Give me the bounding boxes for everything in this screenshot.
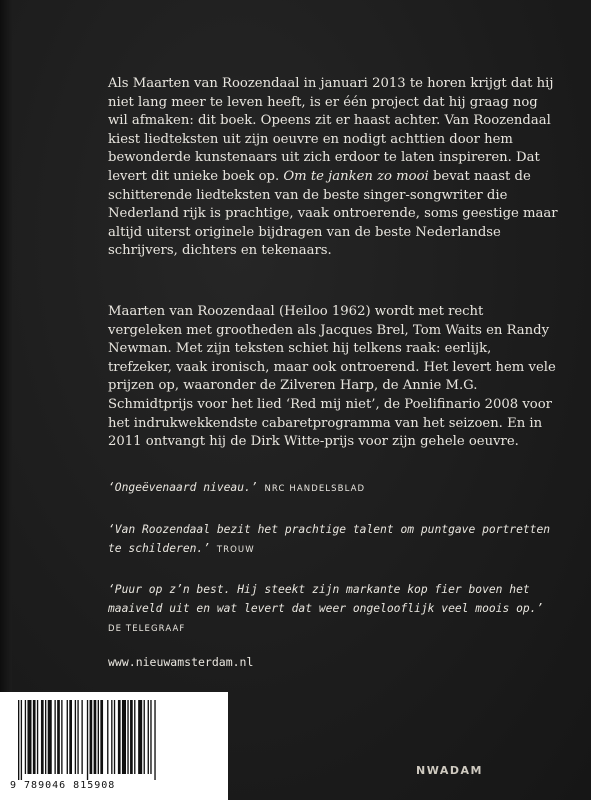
barcode-bar (138, 700, 142, 774)
quote-source: DE TELEGRAAF (108, 624, 186, 634)
barcode-bar (57, 700, 60, 774)
barcode-bar (87, 700, 88, 780)
barcode-bar (111, 700, 112, 774)
spine-edge (0, 0, 12, 800)
barcode-bar (27, 700, 31, 774)
barcode-bar (150, 700, 151, 774)
barcode-bar (148, 700, 149, 774)
barcode-bar (114, 700, 115, 774)
review-quote-2 (108, 520, 568, 560)
barcode-bar (45, 700, 46, 774)
blurb-paragraph-2 (108, 303, 558, 452)
barcode-bar (54, 700, 55, 774)
barcode-bar (100, 700, 103, 774)
book-title: Om te janken zo mooi (283, 168, 429, 184)
barcode-bar (98, 700, 99, 774)
barcode-bar (25, 700, 26, 774)
barcode-bar (118, 700, 121, 774)
blurb-paragraph-1 (108, 75, 558, 261)
barcode-bar (81, 700, 82, 774)
review-quote-3 (108, 580, 568, 639)
quote-text: ‘Ongeëvenaard niveau.’ (108, 481, 258, 494)
review-quote-1 (108, 478, 568, 499)
author-bio: Maarten van Roozendaal (Heiloo 1962) wordt met recht vergeleken met grootheden als Jacques Brel, Tom Waits en Randy Newman. Met zijn teksten schiet hij telkens raak: eerlijk, trefzeker, vaak ironisch, maar ook ontroerend. Het levert hem vele prijzen op, waaronder de Zilveren Harp, de Annie M.G. Schmidtprijs voor het lied ‘Red mij niet’, de Poelifinario 2008 voor het indrukwekkendste cabaretprogramma van het seizoen. En in 2011 ontvangt hij de Dirk Witte-prijs voor zijn gehele oeuvre. (108, 304, 556, 450)
quote-source: TROUW (216, 545, 255, 555)
barcode-bar (41, 700, 44, 774)
barcode-bar (144, 700, 145, 774)
barcode-bar (69, 700, 72, 774)
quote-text: ‘Van Roozendaal bezit het prachtige talent om puntgave portretten te schilderen.’ (108, 523, 551, 555)
quote-source: NRC HANDELSBLAD (264, 484, 366, 494)
publisher-logo: NWADAM (416, 764, 483, 777)
barcode-bar (37, 700, 38, 774)
barcode-bar (134, 700, 135, 774)
barcode-bar (107, 700, 108, 774)
barcode-bar (61, 700, 62, 774)
isbn-digits: 9 789046 815908 (10, 780, 116, 791)
barcode-bar (75, 700, 76, 774)
blurb-text-a: Als Maarten van Roozendaal in januari 2013 te horen krijgt dat hij niet lang meer te leven heeft, is er één project dat hij graag nog wil afmaken: dit boek. Opeens zit er haast achter. Van Roozendaal kiest liedteksten uit zijn oeuvre en nodigt achttien door hem bewonderde kunstenaars uit zich erdoor te laten inspireren. Dat levert dit unieke boek op. (108, 76, 554, 184)
barcode-bar (67, 700, 68, 774)
barcode-bar (48, 700, 52, 774)
barcode-bar (33, 700, 36, 774)
barcode-bar (21, 700, 22, 780)
barcode-bar (94, 700, 97, 774)
quote-text: ‘Puur op z’n best. Hij steekt zijn markante kop fier boven het maaiveld uit en wat levert dat weer ongelooflijk veel moois op.’ (108, 583, 544, 615)
barcode-bar (122, 700, 126, 774)
isbn-barcode (0, 692, 228, 800)
blurb-text-b: bevat naast de schitterende liedteksten van de beste singer-songwriter die Nederland rijk is prachtige, vaak ontroerende, soms geestige maar altijd uiterst originele bijdragen van de beste Nederlandse schrijvers, dichters en tekenaars. (108, 168, 558, 259)
barcode-bar (18, 700, 19, 780)
barcode-bar (77, 700, 78, 774)
barcode-bar (154, 700, 155, 780)
barcode-bar (127, 700, 128, 774)
barcode-bars (18, 700, 213, 780)
barcode-bar (90, 700, 93, 774)
publisher-website[interactable]: www.nieuwamsterdam.nl (108, 655, 254, 669)
barcode-bar (130, 700, 133, 774)
